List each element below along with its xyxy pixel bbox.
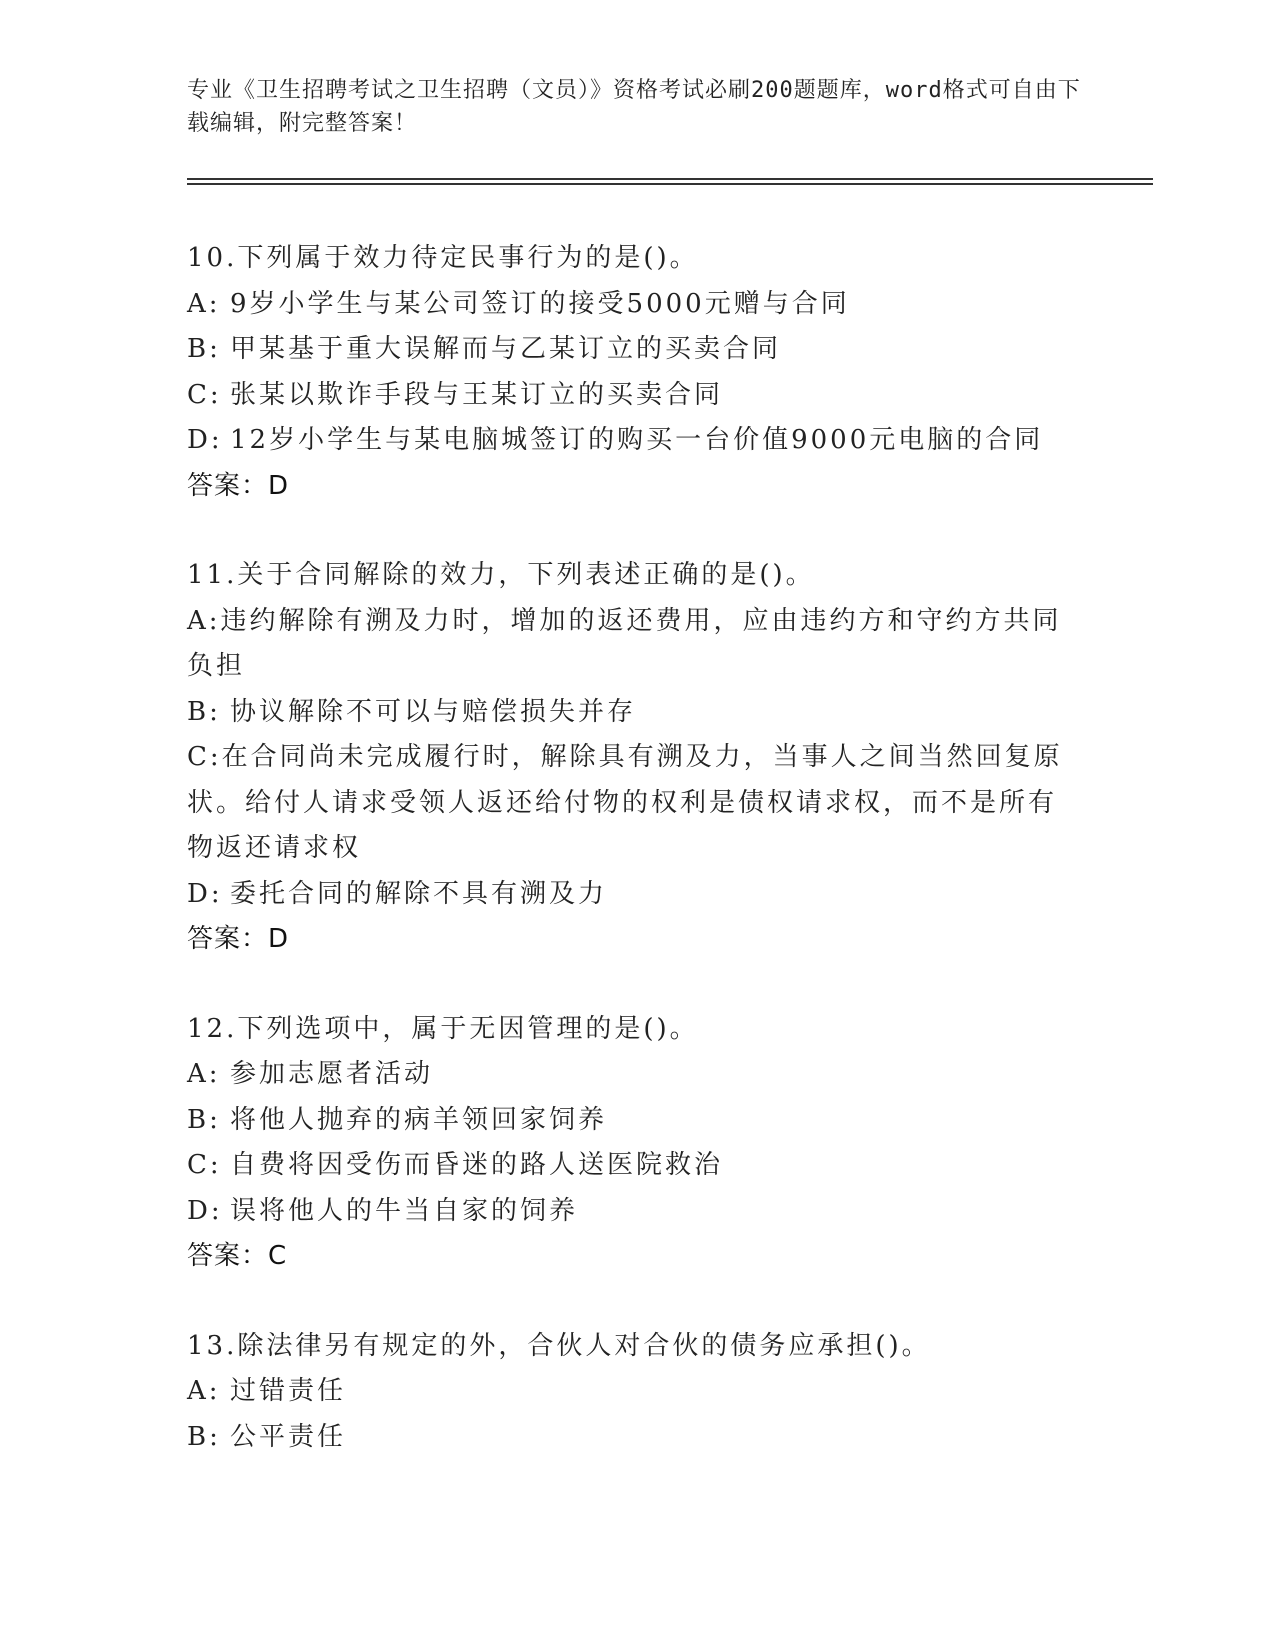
answer-label: 答案：C: [187, 1241, 288, 1271]
question-stem: 13.除法律另有规定的外，合伙人对合伙的债务应承担()。: [187, 1330, 931, 1361]
option-text: 自费将因受伤而昏迷的路人送医院救治: [230, 1150, 724, 1180]
question-10: [187, 236, 1067, 509]
option-text: 张某以欺诈手段与王某订立的买卖合同: [230, 379, 724, 410]
option-letter: B:: [187, 696, 221, 727]
option-a: [187, 1369, 1067, 1415]
option-text: 过错责任: [230, 1376, 347, 1406]
option-letter: D:: [187, 1195, 223, 1226]
option-text: 甲某基于重大误解而与乙某订立的买卖合同: [230, 334, 782, 364]
option-text: 公平责任: [230, 1421, 347, 1452]
header-title: 专业《卫生招聘考试之卫生招聘（文员）》资格考试必刷200题题库，word格式可自由下载编辑，附完整答案！: [187, 78, 1081, 136]
question-stem: 12.下列选项中，属于无因管理的是()。: [187, 1013, 699, 1044]
option-letter: B:: [187, 1421, 221, 1452]
option-text: 9岁小学生与某公司签订的接受5000元赠与合同: [230, 288, 850, 319]
option-text: 将他人抛弃的病羊领回家饲养: [230, 1104, 608, 1135]
option-letter: A:: [187, 605, 221, 636]
option-text: 误将他人的牛当自家的饲养: [230, 1195, 579, 1226]
question-stem: 10.下列属于效力待定民事行为的是()。: [187, 243, 699, 273]
document-header: [187, 74, 1087, 140]
option-letter: A:: [187, 1376, 221, 1406]
option-c: [187, 735, 1067, 872]
option-letter: C:: [187, 742, 222, 772]
option-letter: A:: [187, 288, 221, 319]
question-stem: 11.关于合同解除的效力，下列表述正确的是()。: [187, 560, 815, 590]
option-d: [187, 1189, 1067, 1235]
question-12: [187, 1007, 1067, 1280]
option-letter: A:: [187, 1059, 221, 1089]
option-d: [187, 418, 1067, 464]
header-divider-top: [187, 178, 1153, 180]
option-c: [187, 373, 1067, 419]
option-b: [187, 1415, 1067, 1461]
option-text: 协议解除不可以与赔偿损失并存: [230, 696, 637, 727]
question-list: [187, 236, 1067, 1504]
option-text: 违约解除有溯及力时，增加的返还费用，应由违约方和守约方共同负担: [187, 605, 1062, 681]
option-letter: B:: [187, 1104, 221, 1135]
option-letter: D:: [187, 878, 223, 909]
option-text: 12岁小学生与某电脑城签订的购买一台价值9000元电脑的合同: [230, 425, 1044, 455]
option-letter: C:: [187, 1150, 222, 1180]
option-a: [187, 1052, 1067, 1098]
option-a: [187, 282, 1067, 328]
option-letter: B:: [187, 334, 221, 364]
option-text: 在合同尚未完成履行时，解除具有溯及力，当事人之间当然回复原状。给付人请求受领人返还给付物的权利是债权请求权，而不是所有物返还请求权: [187, 742, 1063, 863]
option-letter: C:: [187, 379, 222, 410]
option-a: [187, 599, 1067, 690]
option-c: [187, 1143, 1067, 1189]
question-13: [187, 1324, 1067, 1461]
answer-label: 答案：D: [187, 924, 290, 954]
option-text: 参加志愿者活动: [230, 1059, 434, 1089]
question-11: [187, 553, 1067, 963]
option-letter: D:: [187, 425, 223, 455]
answer-label: 答案：D: [187, 470, 290, 501]
option-d: [187, 872, 1067, 918]
option-b: [187, 327, 1067, 373]
option-text: 委托合同的解除不具有溯及力: [230, 878, 608, 909]
option-b: [187, 690, 1067, 736]
header-divider-bottom: [187, 183, 1153, 185]
option-b: [187, 1098, 1067, 1144]
